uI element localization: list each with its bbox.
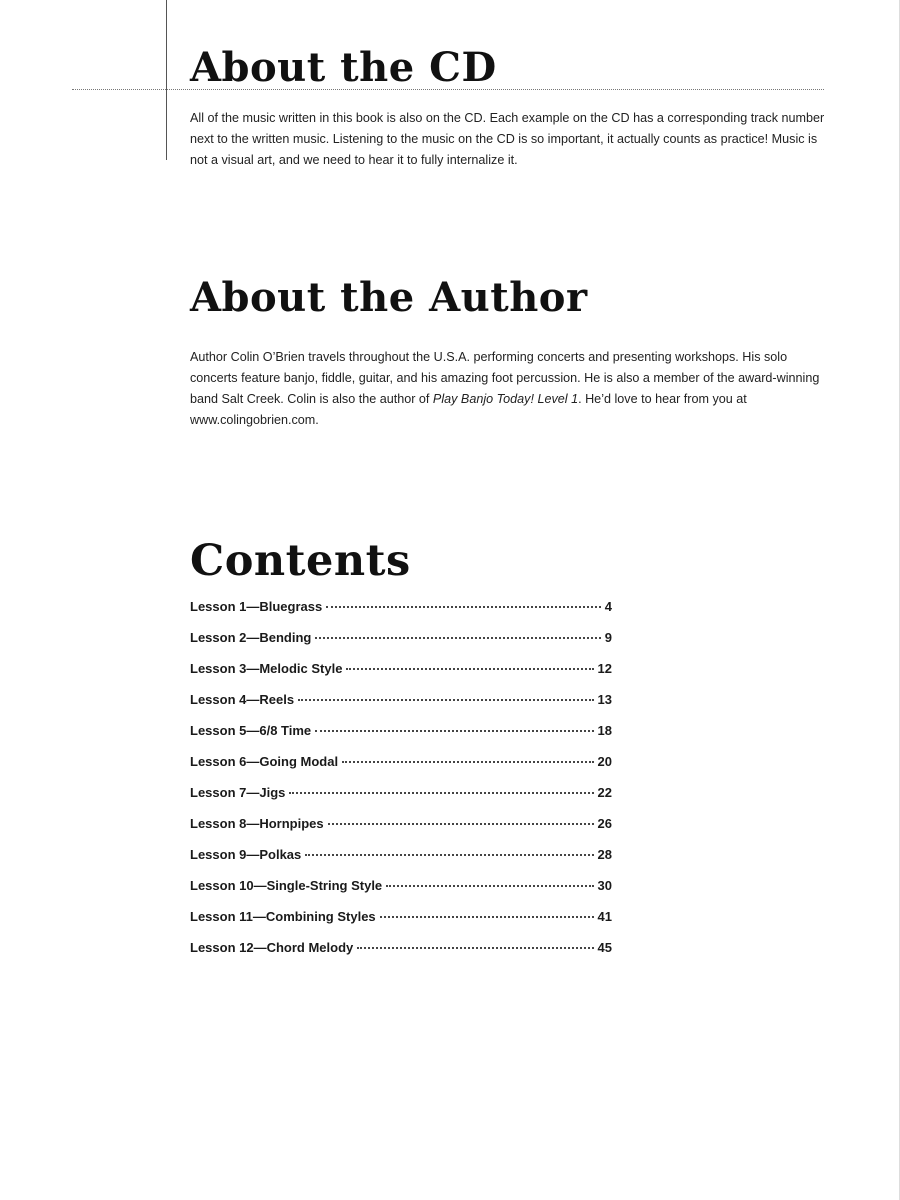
toc-entry-page: 9 (604, 630, 612, 645)
toc-entry-title: Lesson 7—Jigs (190, 785, 286, 800)
toc-entry-page: 41 (597, 909, 612, 924)
toc-entry-page: 28 (597, 847, 612, 862)
toc-entry-title: Lesson 3—Melodic Style (190, 661, 343, 676)
toc-dot-leader (315, 730, 593, 732)
toc-dot-leader (328, 823, 594, 825)
book-title: Play Banjo Today! Level 1 (432, 392, 579, 406)
toc-dot-leader (342, 761, 593, 763)
toc-entry-page: 20 (597, 754, 612, 769)
toc-dot-leader (289, 792, 593, 794)
toc-entry-page: 30 (597, 878, 612, 893)
toc-entry-title: Lesson 1—Bluegrass (190, 599, 323, 614)
toc-dot-leader (326, 606, 601, 608)
toc-entry-title: Lesson 2—Bending (190, 630, 312, 645)
toc-entry[interactable] (190, 878, 612, 909)
toc-entry-page: 45 (597, 940, 612, 955)
author-text-post: . He’d love to hear from you at www.colingobrien.com. (190, 392, 747, 427)
toc-dot-leader (346, 668, 593, 670)
toc-entry[interactable] (190, 816, 612, 847)
toc-entry[interactable] (190, 909, 612, 940)
toc-entry-title: Lesson 6—Going Modal (190, 754, 339, 769)
toc-entry[interactable] (190, 940, 612, 971)
author-text-pre: Author Colin O’Brien travels throughout the U.S.A. performing concerts and presenting workshops. His solo concerts feature banjo, fiddle, guitar, and his amazing foot percussion. He is also a member of the award-winning band Salt Creek. Colin is also the author of (190, 350, 820, 406)
about-author-text (190, 347, 830, 431)
table-of-contents (190, 599, 612, 971)
toc-entry-page: 4 (604, 599, 612, 614)
toc-entry[interactable] (190, 785, 612, 816)
toc-entry[interactable] (190, 661, 612, 692)
toc-entry-page: 26 (597, 816, 612, 831)
toc-entry-title: Lesson 12—Chord Melody (190, 940, 354, 955)
toc-entry[interactable] (190, 692, 612, 723)
toc-entry[interactable] (190, 847, 612, 878)
toc-entry-title: Lesson 4—Reels (190, 692, 295, 707)
about-author-heading: About the Author (190, 274, 588, 321)
toc-entry-title: Lesson 10—Single-String Style (190, 878, 383, 893)
toc-dot-leader (305, 854, 593, 856)
toc-entry-page: 12 (597, 661, 612, 676)
toc-entry[interactable] (190, 754, 612, 785)
toc-dot-leader (315, 637, 600, 639)
toc-dot-leader (357, 947, 593, 949)
toc-dot-leader (380, 916, 594, 918)
toc-dot-leader (386, 885, 593, 887)
toc-entry-page: 18 (597, 723, 612, 738)
crop-mark-vertical (166, 0, 167, 160)
toc-entry-page: 13 (597, 692, 612, 707)
about-cd-heading: About the CD (190, 44, 497, 91)
toc-entry-title: Lesson 5—6/8 Time (190, 723, 312, 738)
toc-entry-title: Lesson 11—Combining Styles (190, 909, 376, 924)
toc-entry[interactable] (190, 599, 612, 630)
toc-entry[interactable] (190, 630, 612, 661)
toc-entry[interactable] (190, 723, 612, 754)
toc-dot-leader (298, 699, 593, 701)
toc-entry-page: 22 (597, 785, 612, 800)
about-cd-text: All of the music written in this book is also on the CD. Each example on the CD has a corresponding track number next to the written music. Listening to the music on the CD is so important, it actually counts as practice! Music is not a visual art, and we need to hear it to fully internalize it. (190, 111, 825, 167)
contents-heading: Contents (190, 536, 411, 586)
toc-entry-title: Lesson 8—Hornpipes (190, 816, 324, 831)
toc-entry-title: Lesson 9—Polkas (190, 847, 302, 862)
